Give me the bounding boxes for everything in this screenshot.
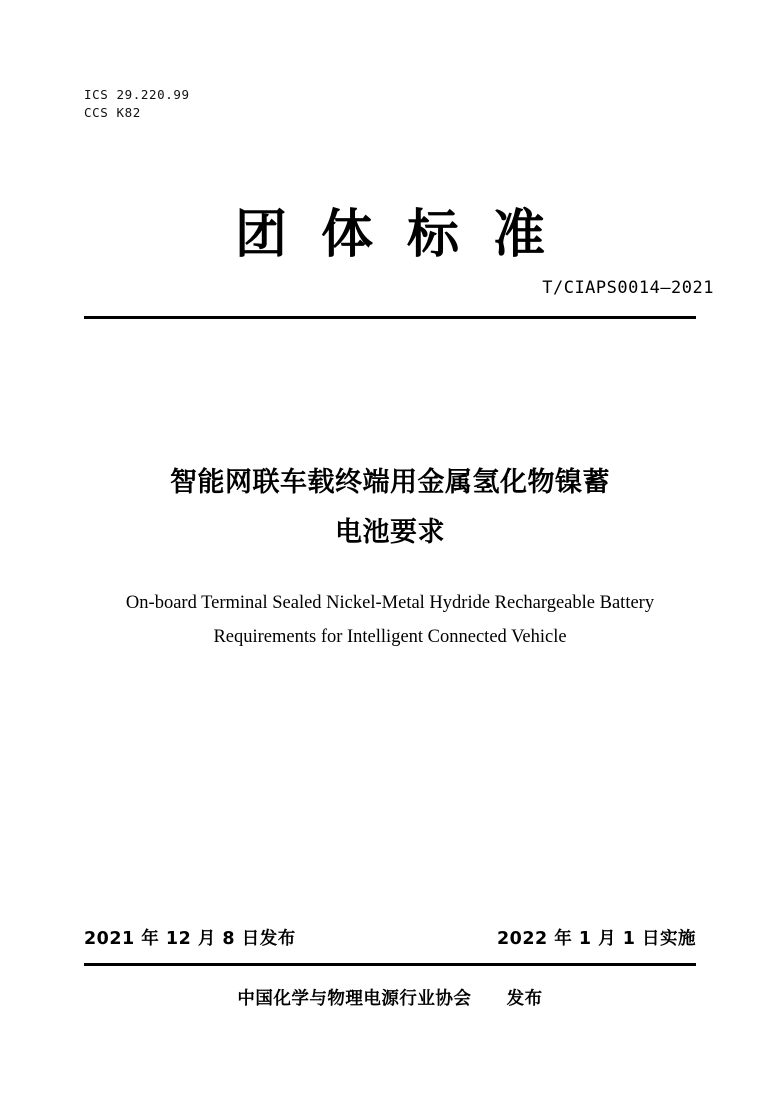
issue-date: 2021 年 12 月 8 日发布 (84, 929, 296, 949)
divider-bottom (84, 963, 696, 966)
ccs-code: CCS K82 (84, 105, 141, 121)
title-cn-line-2: 电池要求 (335, 516, 445, 548)
title-en-line-2: Requirements for Intelligent Connected Vehicle (213, 627, 567, 648)
classification-codes (84, 86, 190, 122)
document-title-cn (90, 458, 690, 558)
standard-number: T/CIAPS0014—2021 (542, 278, 714, 298)
standard-type-heading: 团体标准 (234, 205, 579, 265)
publisher-organization: 中国化学与物理电源行业协会 (237, 989, 472, 1009)
document-title-en (70, 586, 710, 654)
title-en-line-1: On-board Terminal Sealed Nickel-Metal Hydride Rechargeable Battery (125, 593, 655, 613)
dates-row (84, 925, 696, 950)
ics-code: ICS 29.220.99 (84, 87, 190, 102)
title-cn-line-1: 智能网联车载终端用金属氢化物镍蓄 (170, 467, 610, 498)
publisher-line (0, 985, 780, 1010)
divider-top (84, 316, 696, 319)
publisher-action: 发布 (506, 989, 543, 1009)
effective-date: 2022 年 1 月 1 日实施 (496, 929, 696, 949)
